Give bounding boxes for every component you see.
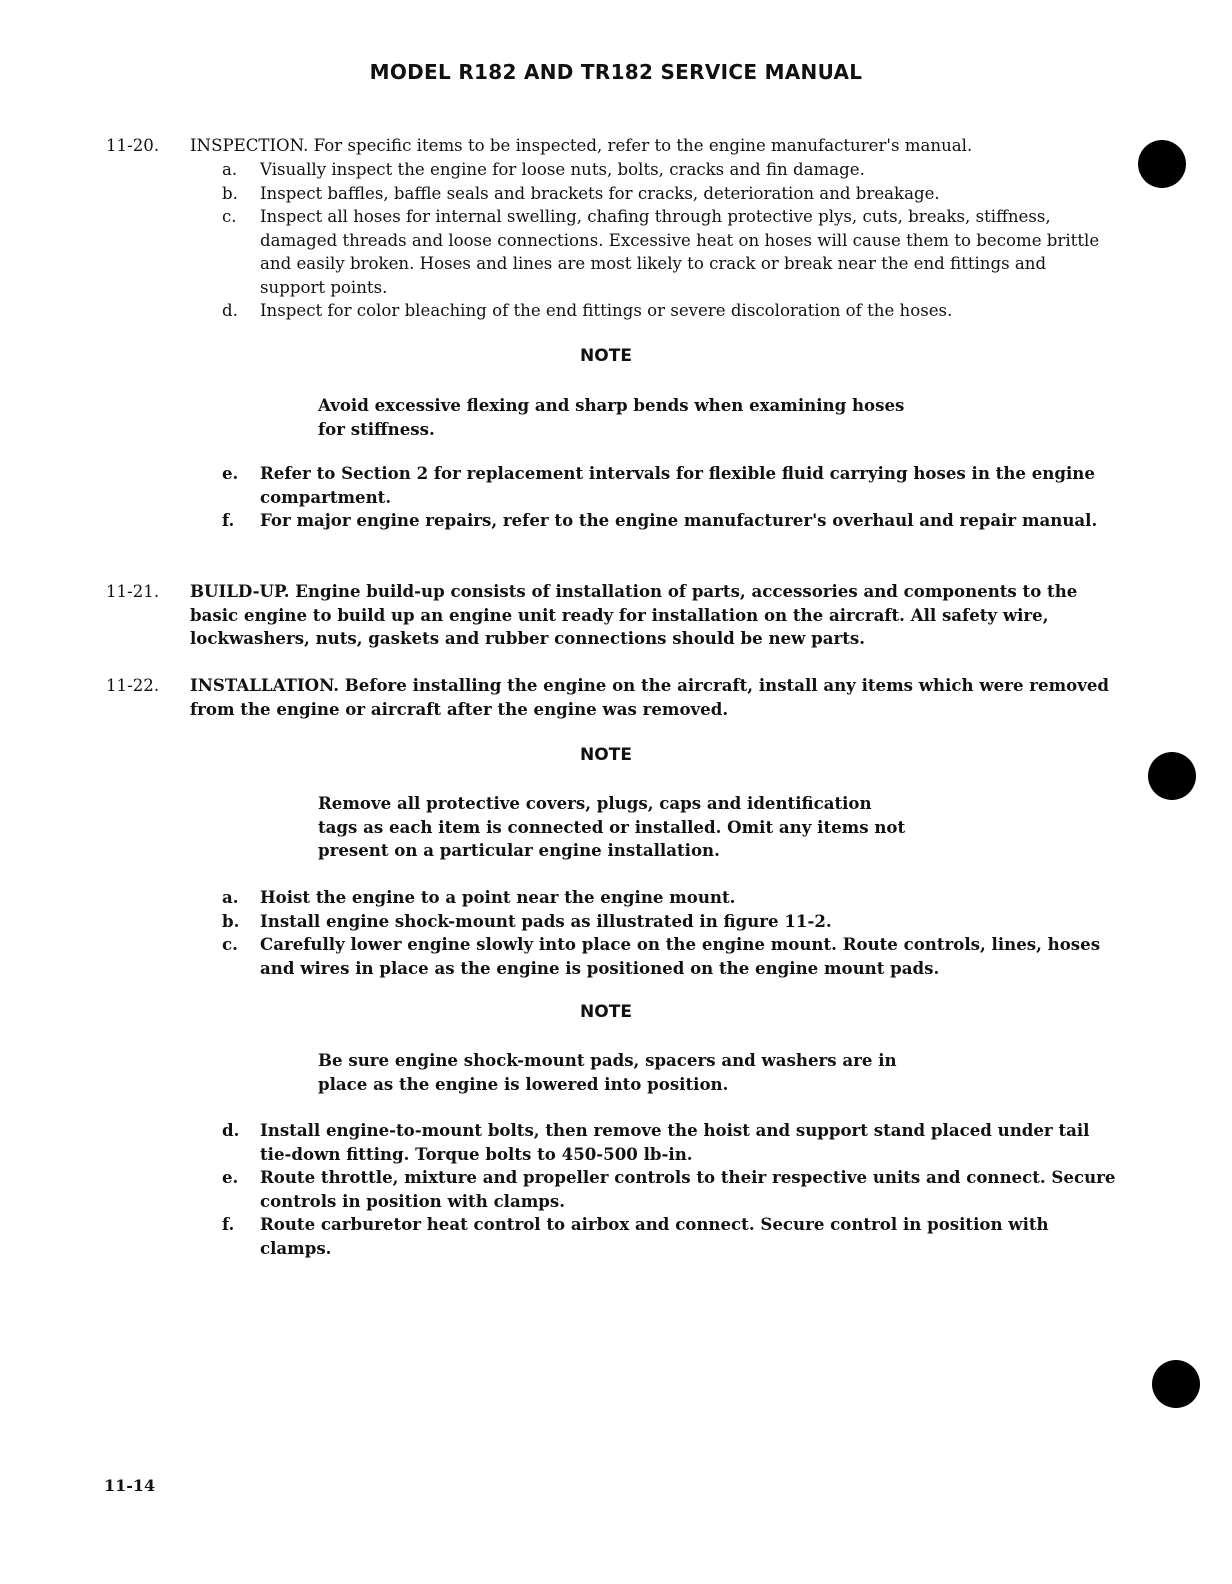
item-text: Hoist the engine to a point near the engine mount. xyxy=(260,887,736,907)
list-item xyxy=(222,299,1116,323)
note-text: Be sure engine shock-mount pads, spacers and washers are in place as the engine is lowered into position. xyxy=(318,1050,897,1094)
section-11-22 xyxy=(106,674,1116,721)
note-heading: NOTE xyxy=(580,1002,632,1022)
list-item xyxy=(222,158,1116,182)
item-letter: f. xyxy=(222,1214,235,1234)
inspection-list xyxy=(222,158,1116,323)
section-text: BUILD-UP. Engine build-up consists of installation of parts, accessories and components to the basic engine to build up an engine unit ready for installation on the aircraft. All safety wire, lockwashers, nuts, gaskets and rubber connections should be new parts. xyxy=(190,581,1078,648)
inspection-list-continued xyxy=(222,462,1116,533)
list-item xyxy=(222,1213,1116,1260)
item-letter: a. xyxy=(222,160,238,179)
item-letter: d. xyxy=(222,1120,240,1140)
installation-list xyxy=(222,886,1116,980)
list-item xyxy=(222,910,1116,934)
section-11-20-heading xyxy=(106,134,1116,158)
page-number: 11-14 xyxy=(104,1476,156,1495)
item-text: For major engine repairs, refer to the engine manufacturer's overhaul and repair manual. xyxy=(260,510,1098,530)
item-text: Install engine-to-mount bolts, then remove the hoist and support stand placed under tail tie-down fitting. Torque bolts to 450-500 lb-in. xyxy=(260,1120,1090,1164)
item-letter: a. xyxy=(222,887,239,907)
item-text: Visually inspect the engine for loose nuts, bolts, cracks and fin damage. xyxy=(260,160,865,179)
item-letter: b. xyxy=(222,183,238,203)
note-text: Remove all protective covers, plugs, caps and identification tags as each item is connected or installed. Omit any items not present on a particular engine installation. xyxy=(318,793,906,860)
item-letter: b. xyxy=(222,910,240,931)
item-text: Carefully lower engine slowly into place on the engine mount. Route controls, lines, hoses and wires in place as the engine is positioned on the engine mount pads. xyxy=(260,934,1101,978)
item-letter: f. xyxy=(222,510,235,530)
list-item xyxy=(222,1119,1116,1166)
binder-hole-icon xyxy=(1152,1360,1200,1408)
item-letter: e. xyxy=(222,463,239,483)
section-number: 11-22. xyxy=(106,676,160,695)
list-item xyxy=(222,182,1116,206)
item-text: Route carburetor heat control to airbox and connect. Secure control in position with clamps. xyxy=(260,1214,1049,1258)
item-letter: c. xyxy=(222,207,237,226)
item-letter: e. xyxy=(222,1167,239,1187)
binder-hole-icon xyxy=(1138,140,1186,188)
installation-list-continued xyxy=(222,1119,1116,1260)
item-text: Inspect all hoses for internal swelling, chafing through protective plys, cuts, breaks, stiffness, damaged threads and loose connections. Excessive heat on hoses will cause them to become brittle and easily broken. Hoses and lines are most likely to crack or break near the end fittings and support points. xyxy=(260,207,1100,297)
item-text: Inspect for color bleaching of the end fittings or severe discoloration of the hoses. xyxy=(260,301,953,320)
section-number: 11-21. xyxy=(106,582,160,601)
list-item xyxy=(222,509,1116,533)
item-text: Refer to Section 2 for replacement intervals for flexible fluid carrying hoses in the engine compartment. xyxy=(260,463,1095,507)
page-title: MODEL R182 AND TR182 SERVICE MANUAL xyxy=(369,60,863,84)
item-letter: c. xyxy=(222,934,238,954)
note-heading: NOTE xyxy=(580,745,632,765)
item-letter: d. xyxy=(222,301,238,320)
list-item xyxy=(222,886,1116,910)
list-item xyxy=(222,933,1116,980)
item-text: Inspect baffles, baffle seals and brackets for cracks, deterioration and breakage. xyxy=(260,183,940,203)
section-11-21 xyxy=(106,580,1116,651)
note-heading: NOTE xyxy=(580,346,632,366)
list-item xyxy=(222,205,1116,299)
list-item xyxy=(222,462,1116,509)
item-text: Route throttle, mixture and propeller controls to their respective units and connect. Secure controls in position with clamps. xyxy=(260,1167,1116,1211)
list-item xyxy=(222,1166,1116,1213)
section-text: INSTALLATION. Before installing the engine on the aircraft, install any items which were removed from the engine or aircraft after the engine was removed. xyxy=(190,675,1110,719)
binder-hole-icon xyxy=(1148,752,1196,800)
section-text: INSPECTION. For specific items to be inspected, refer to the engine manufacturer's manual. xyxy=(190,136,973,155)
note-text: Avoid excessive flexing and sharp bends when examining hoses for stiffness. xyxy=(318,395,905,439)
section-number: 11-20. xyxy=(106,136,160,155)
item-text: Install engine shock-mount pads as illustrated in figure 11-2. xyxy=(260,910,832,931)
